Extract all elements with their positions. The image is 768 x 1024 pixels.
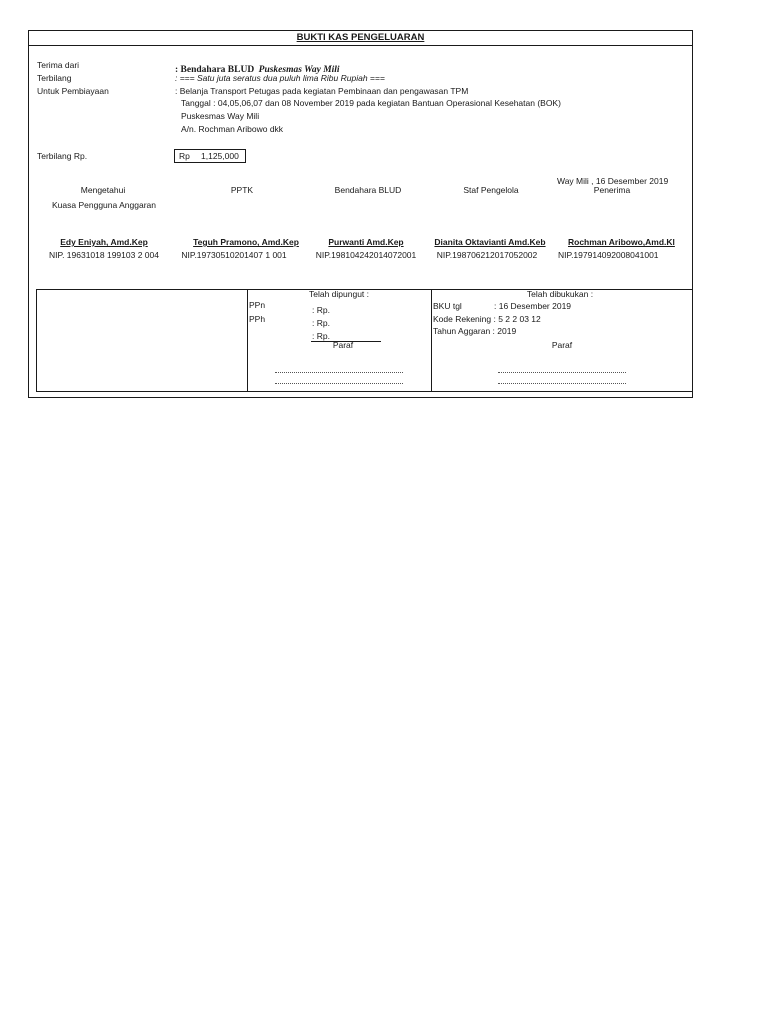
ppn-value: : Rp. bbox=[312, 305, 330, 315]
pph-label: PPh bbox=[249, 314, 266, 324]
role-mengetahui: Mengetahui bbox=[80, 185, 126, 195]
terbilang-rp-label: Terbilang Rp. bbox=[37, 151, 88, 161]
terbilang-value: : === Satu juta seratus dua puluh lima Ribu Rupiah === bbox=[175, 73, 385, 83]
total-pungut-value: : Rp. bbox=[312, 331, 330, 341]
pungut-signature-line-1 bbox=[275, 372, 403, 373]
untuk-pembiayaan-line4: A/n. Rochman Aribowo dkk bbox=[181, 124, 284, 134]
signer-nip-staf: NIP.198706212017052002 bbox=[436, 250, 538, 260]
document-title: BUKTI KAS PENGELUARAN bbox=[296, 32, 425, 43]
pungut-signature-line-2 bbox=[275, 383, 403, 384]
kode-rekening: Kode Rekening : 5 2 2 03 12 bbox=[433, 314, 541, 324]
signer-nip-penerima: NIP.197914092008041001 bbox=[558, 250, 659, 260]
signer-nip-pptk: NIP.19730510201407 1 001 bbox=[181, 250, 287, 260]
amount-value: 1,125,000 bbox=[201, 151, 239, 161]
terima-dari-value-italic: Puskesmas Way Mili bbox=[258, 65, 340, 75]
terbilang-label: Terbilang bbox=[37, 73, 72, 83]
untuk-pembiayaan-line1: : Belanja Transport Petugas pada kegiatan Pembinaan dan pengawasan TPM bbox=[175, 86, 469, 96]
verification-divider-right bbox=[431, 289, 432, 391]
untuk-pembiayaan-label: Untuk Pembiayaan bbox=[37, 86, 109, 96]
role-kpa: Kuasa Pengguna Anggaran bbox=[52, 200, 156, 210]
pungut-paraf: Paraf bbox=[332, 340, 354, 350]
ppn-label: PPn bbox=[249, 300, 266, 310]
amount-currency: Rp bbox=[179, 151, 190, 161]
bukukan-signature-line-1 bbox=[498, 372, 626, 373]
signer-name-staf: Dianita Oktavianti Amd.Keb bbox=[434, 237, 546, 247]
untuk-pembiayaan-line2: Tanggal : 04,05,06,07 dan 08 November 2019 pada kegiatan Bantuan Operasional Kesehatan (BOK) bbox=[181, 98, 561, 108]
role-staf: Staf Pengelola bbox=[463, 185, 519, 195]
untuk-pembiayaan-line3: Puskesmas Way Mili bbox=[181, 111, 260, 121]
bukukan-paraf: Paraf bbox=[551, 340, 573, 350]
verification-divider-left bbox=[247, 289, 248, 391]
signer-nip-bendahara: NIP.198104242014072001 bbox=[315, 250, 417, 260]
signer-name-penerima: Rochman Aribowo,Amd.Kl bbox=[568, 237, 675, 247]
terima-dari-value-bold: : Bendahara BLUD bbox=[175, 65, 255, 75]
pungut-header: Telah dipungut : bbox=[308, 289, 370, 299]
date-place: Way Mili , 16 Desember 2019 bbox=[557, 176, 669, 186]
role-penerima: Penerima bbox=[593, 185, 631, 195]
bku-value: : 16 Desember 2019 bbox=[494, 301, 572, 311]
bukukan-header: Telah dibukukan : bbox=[526, 289, 594, 299]
pph-value: : Rp. bbox=[312, 318, 330, 328]
bukukan-signature-line-2 bbox=[498, 383, 626, 384]
signer-name-pptk: Teguh Pramono, Amd.Kep bbox=[193, 237, 299, 247]
signer-nip-kpa: NIP. 19631018 199103 2 004 bbox=[49, 250, 159, 260]
role-bendahara: Bendahara BLUD bbox=[334, 185, 402, 195]
signer-name-kpa: Edy Eniyah, Amd.Kep bbox=[60, 237, 148, 247]
terima-dari-label: Terima dari bbox=[37, 60, 80, 70]
bku-label: BKU tgl bbox=[433, 301, 462, 311]
tahun-anggaran: Tahun Aggaran : 2019 bbox=[433, 326, 517, 336]
signer-name-bendahara: Purwanti Amd.Kep bbox=[328, 237, 404, 247]
role-pptk: PPTK bbox=[230, 185, 254, 195]
